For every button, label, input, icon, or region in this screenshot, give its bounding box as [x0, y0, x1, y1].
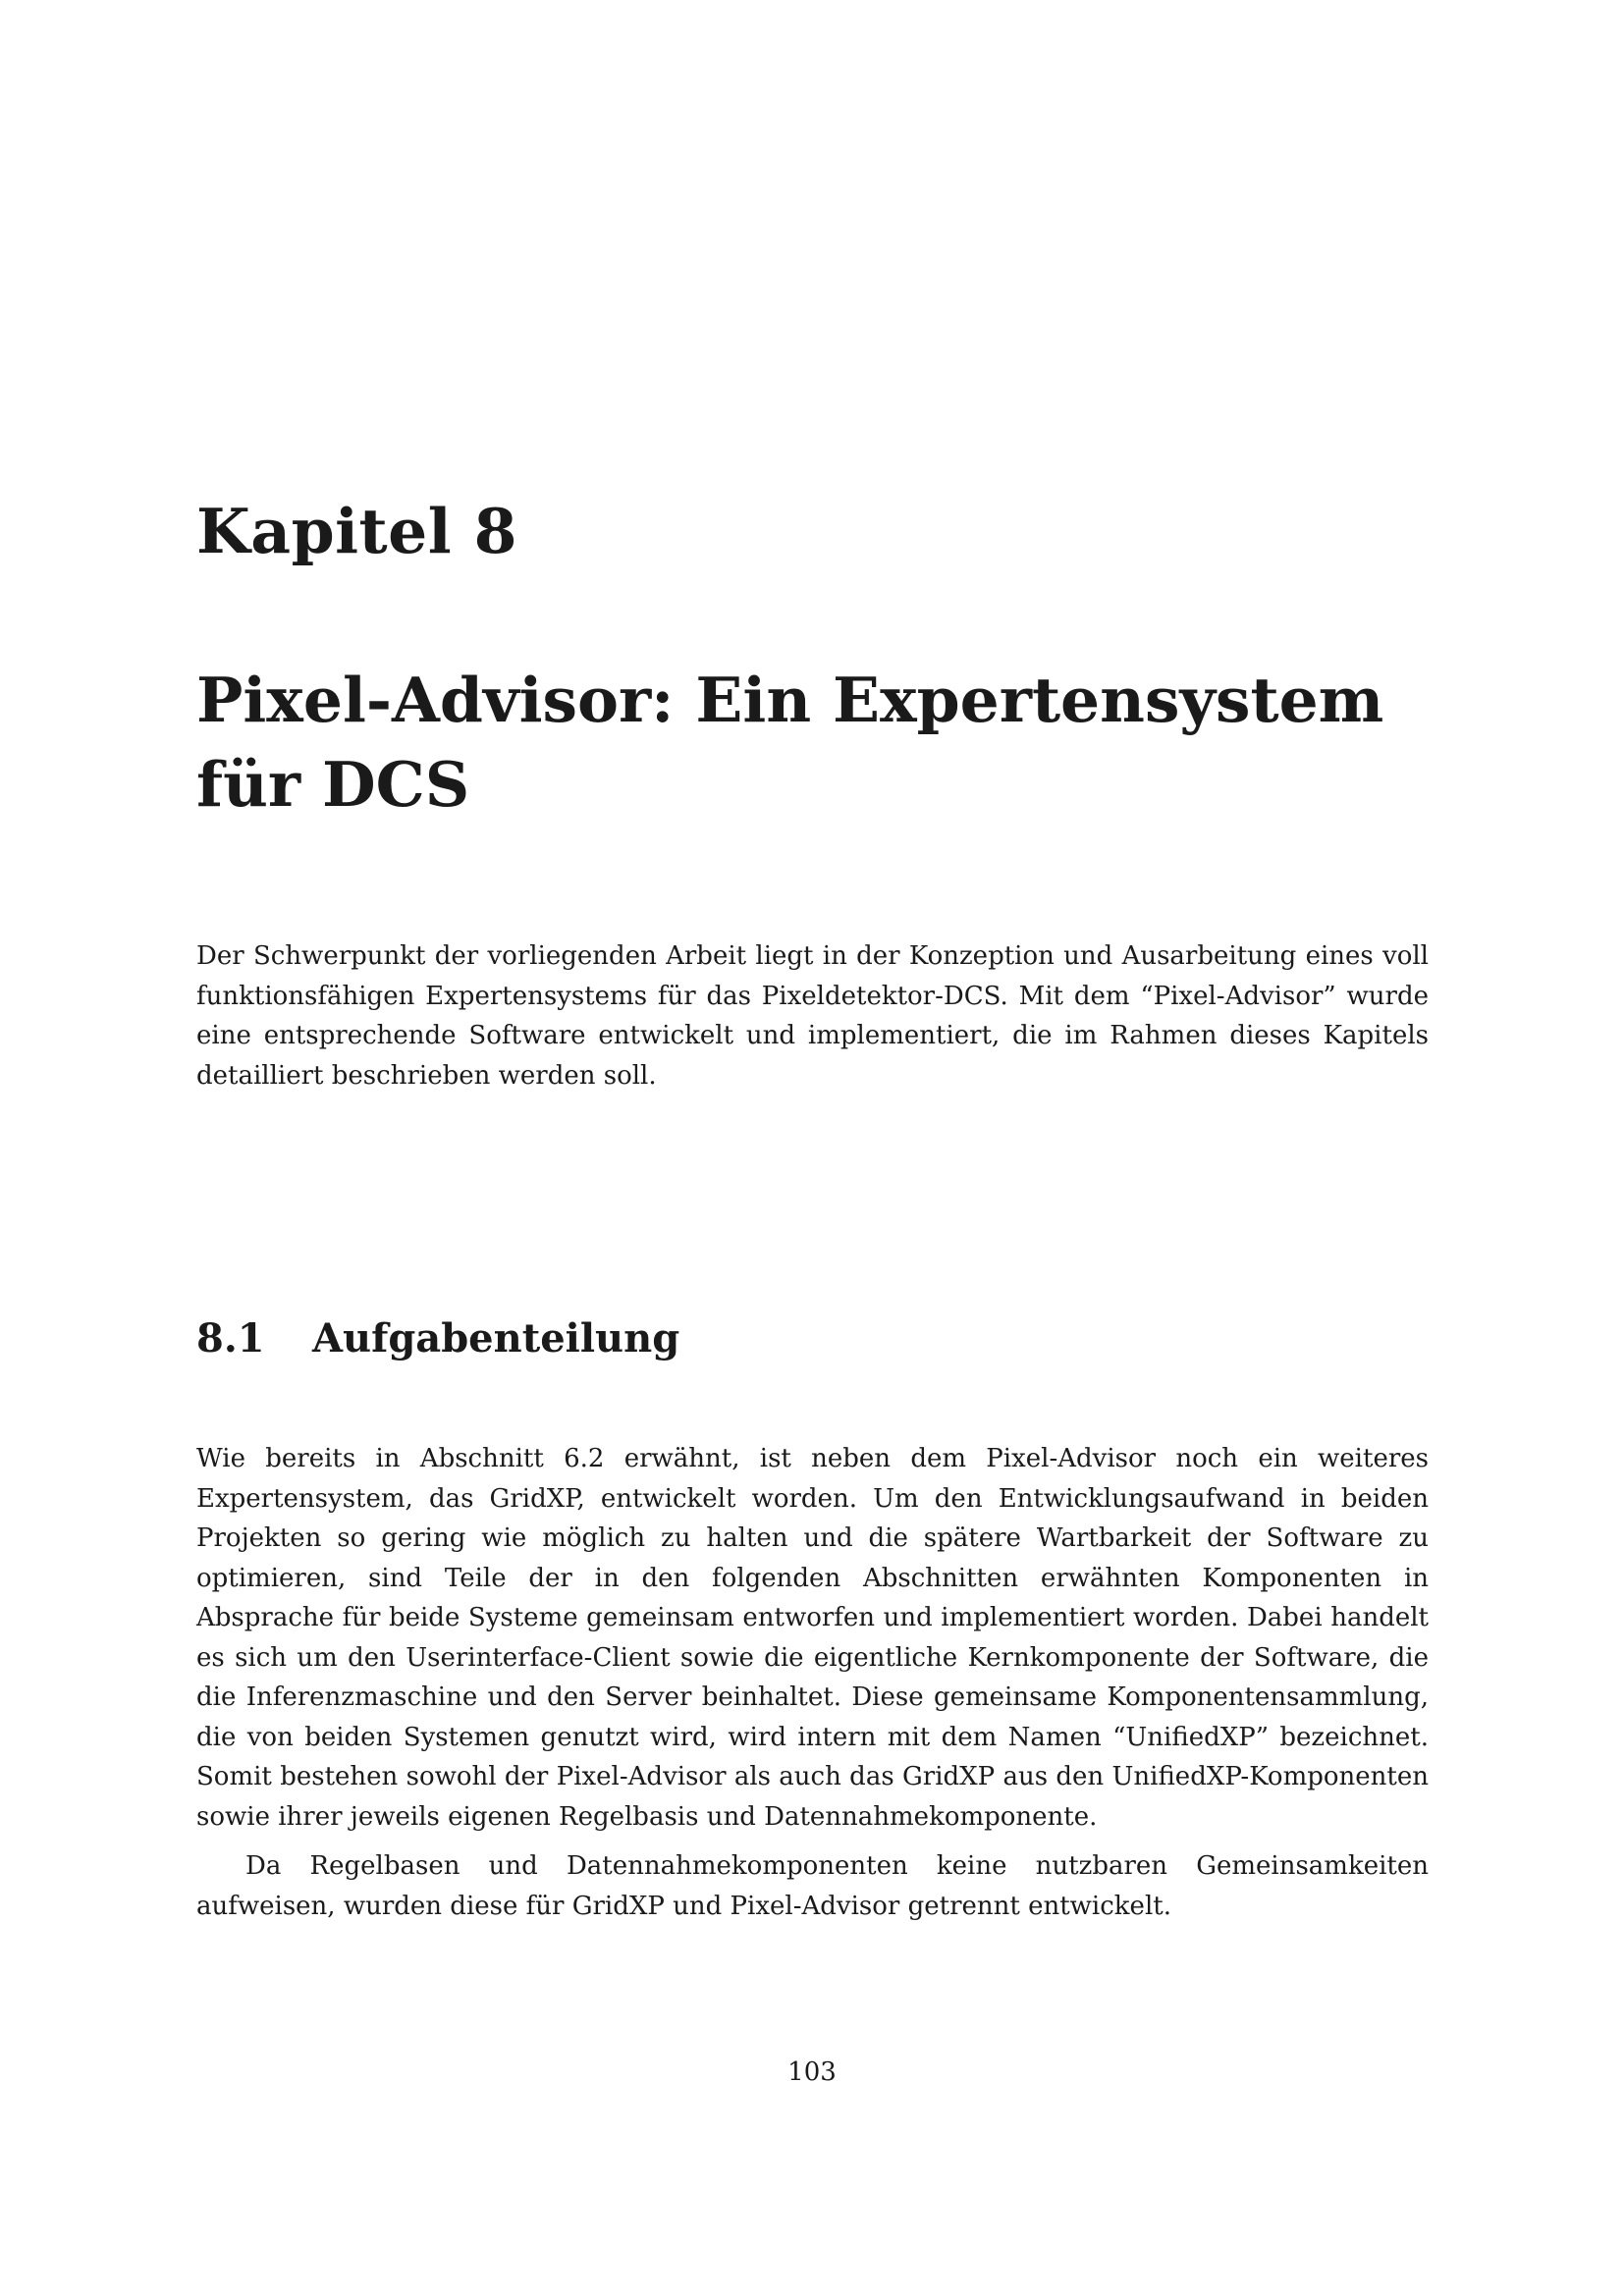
chapter-title: Pixel-Advisor: Ein Expertensystem für DCS — [196, 664, 1384, 821]
body-paragraph: Wie bereits in Abschnitt 6.2 erwähnt, ist neben dem Pixel-Advisor noch ein weiteres Expertensystem, das GridXP, entwickelt worden. Um den Entwicklungsaufwand in beiden Projekten so gering wie möglich zu halten und die spätere Wartbarkeit der Software zu optimieren, sind Teile der in den folgenden Abschnitten erwähnten Komponenten in Absprache für beide Systeme gemeinsam entworfen und implementiert worden. Dabei handelt es sich um den Userinterface-Client sowie die eigentliche Kernkomponente der Software, die die Inferenzmaschine und den Server beinhaltet. Diese gemeinsame Komponentensammlung, die von beiden Systemen genutzt wird, wird intern mit dem Namen “UnifiedXP” bezeichnet. Somit bestehen sowohl der Pixel-Advisor als auch das GridXP aus den UnifiedXP-Komponenten sowie ihrer jeweils eigenen Regelbasis und Datennahmekomponente. — [196, 1444, 1429, 1832]
section-body — [196, 1439, 1429, 1936]
body-paragraph: Da Regelbasen und Datennahmekomponenten keine nutzbaren Gemeinsamkeiten aufweisen, wurden diese für GridXP und Pixel-Advisor getrennt entwickelt. — [196, 1851, 1429, 1921]
section-heading — [196, 1315, 679, 1362]
section-title: Aufgabenteilung — [312, 1315, 680, 1362]
intro-paragraph: Der Schwerpunkt der vorliegenden Arbeit liegt in der Konzeption und Ausarbeitung eines voll funktionsfähigen Expertensystems für das Pixeldetektor-DCS. Mit dem “Pixel-Advisor” wurde eine entsprechende Software entwickelt und implementiert, die im Rahmen dieses Kapitels detailliert beschrieben werden soll. — [196, 941, 1429, 1091]
section-number: 8.1 — [196, 1315, 265, 1362]
chapter-label: Kapitel 8 — [196, 495, 517, 567]
page-number: 103 — [787, 2057, 837, 2087]
